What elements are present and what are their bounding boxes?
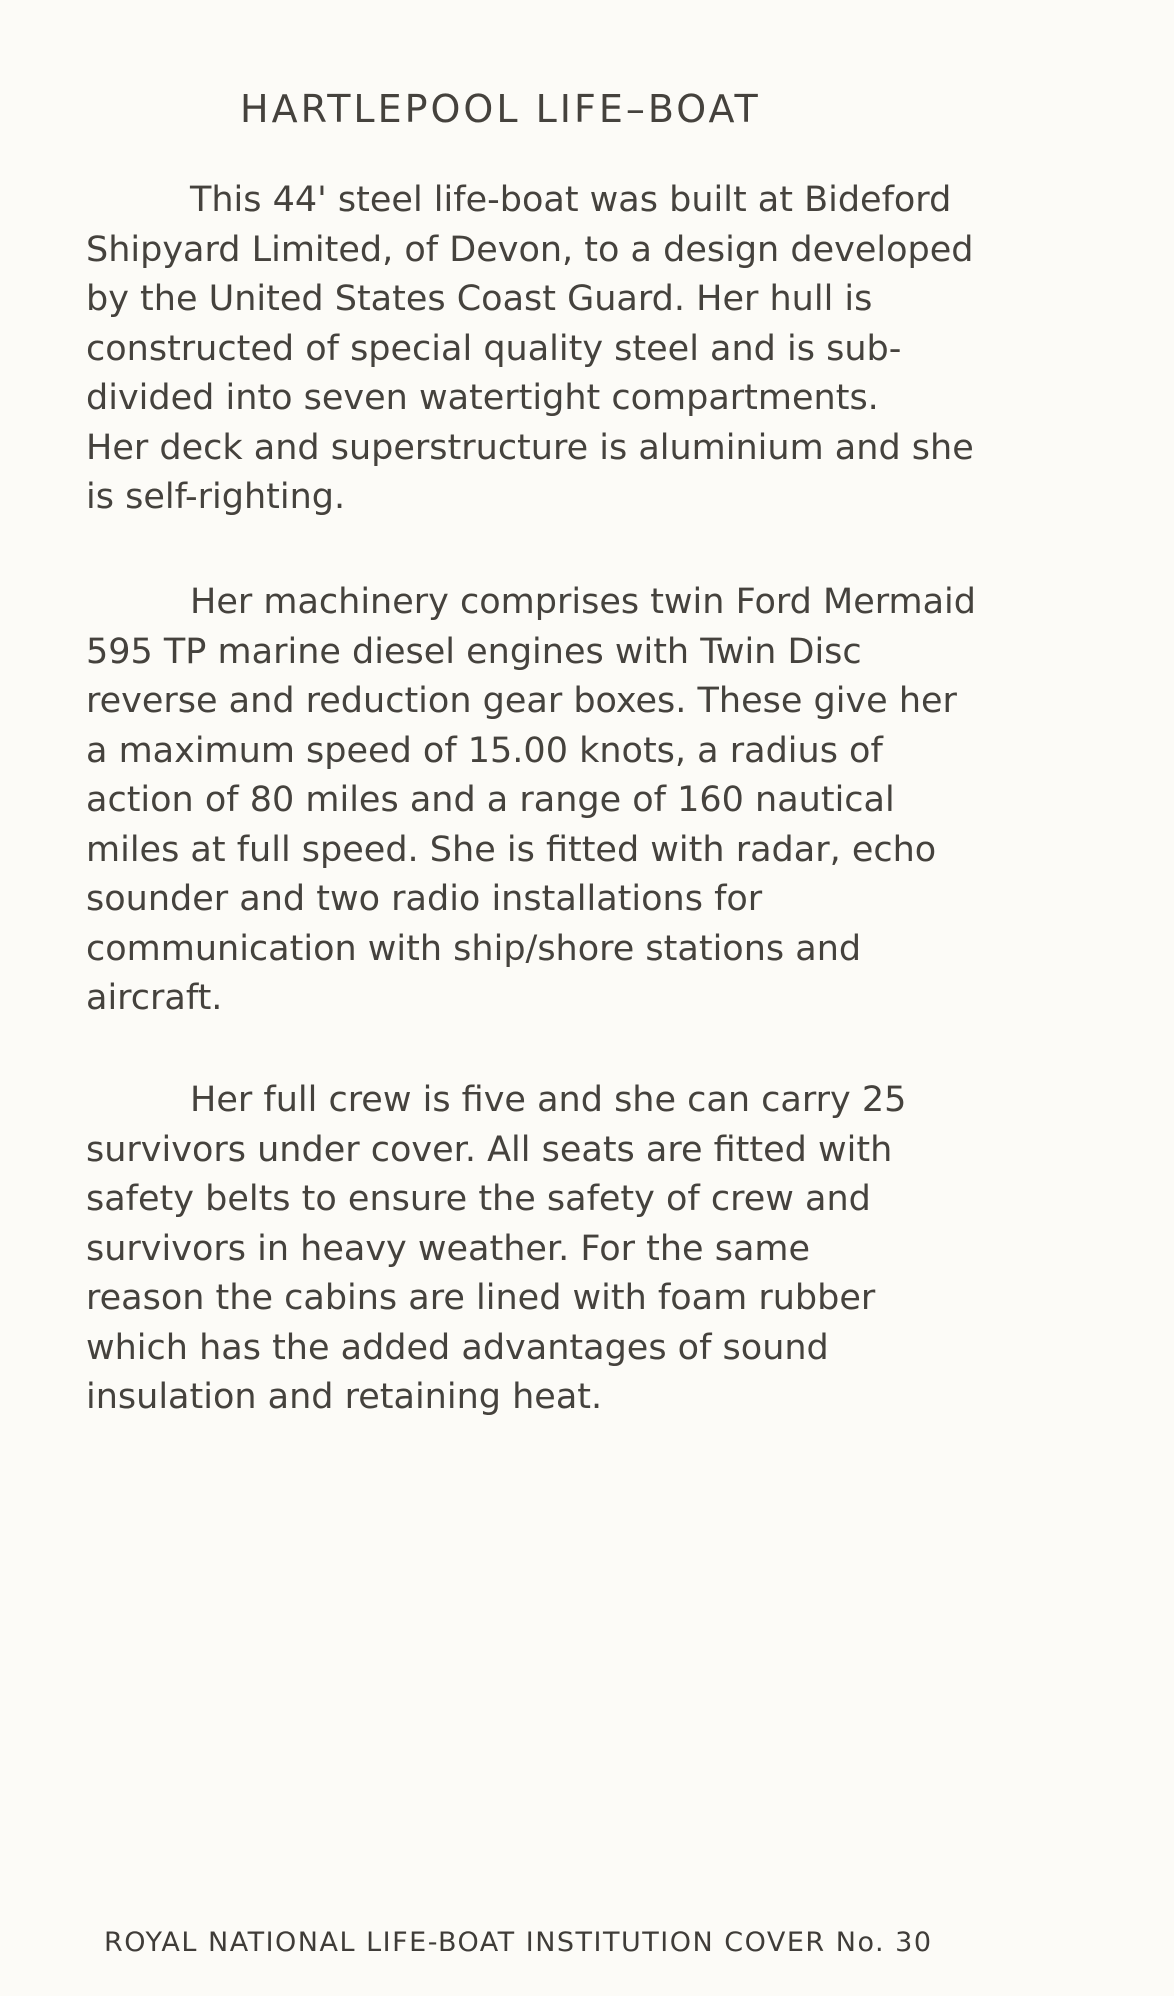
paragraph-line: communication with ship/shore stations and: [86, 928, 862, 969]
paragraph-line: Her full crew is five and she can carry 25: [190, 1080, 907, 1120]
paragraph-line: Shipyard Limited, of Devon, to a design developed: [86, 229, 974, 270]
paragraph-line: This 44' steel life-boat was built at Bideford: [190, 180, 952, 220]
paragraph-line: a maximum speed of 15.00 knots, a radius of: [86, 730, 883, 771]
paragraph-line: Her deck and superstructure is aluminium and she: [86, 427, 974, 468]
paragraph-line: action of 80 miles and a range of 160 nautical: [86, 780, 895, 820]
paragraph-line: by the United States Coast Guard. Her hull is: [86, 279, 873, 319]
footer-caption: ROYAL NATIONAL LIFE-BOAT INSTITUTION COVER No. 30: [104, 1927, 933, 1958]
document-title: HARTLEPOOL LIFE–BOAT: [240, 87, 761, 131]
paragraph-line: aircraft.: [86, 978, 223, 1018]
paragraph-line: reason the cabins are lined with foam rubber: [86, 1278, 876, 1318]
paragraph-line: miles at full speed. She is fitted with radar, echo: [86, 829, 937, 870]
paragraph-line: is self-righting.: [86, 477, 346, 517]
paragraph-line: safety belts to ensure the safety of crew and: [86, 1179, 871, 1219]
paragraph-line: constructed of special quality steel and is sub-: [86, 328, 902, 369]
paragraph-line: insulation and retaining heat.: [86, 1377, 603, 1417]
paragraph-line: Her machinery comprises twin Ford Mermaid: [190, 582, 976, 622]
paragraph-construction: [86, 176, 1106, 523]
paragraph-machinery: [86, 578, 1106, 1024]
paragraph-line: divided into seven watertight compartments.: [86, 378, 879, 418]
paragraph-line: survivors under cover. All seats are fitted with: [86, 1129, 893, 1170]
paragraph-crew: [86, 1076, 1106, 1423]
paragraph-line: survivors in heavy weather. For the same: [86, 1228, 811, 1269]
paragraph-line: 595 TP marine diesel engines with Twin Disc: [86, 631, 862, 672]
paragraph-line: sounder and two radio installations for: [86, 879, 763, 919]
paragraph-line: which has the added advantages of sound: [86, 1327, 829, 1368]
paragraph-line: reverse and reduction gear boxes. These give her: [86, 681, 957, 721]
